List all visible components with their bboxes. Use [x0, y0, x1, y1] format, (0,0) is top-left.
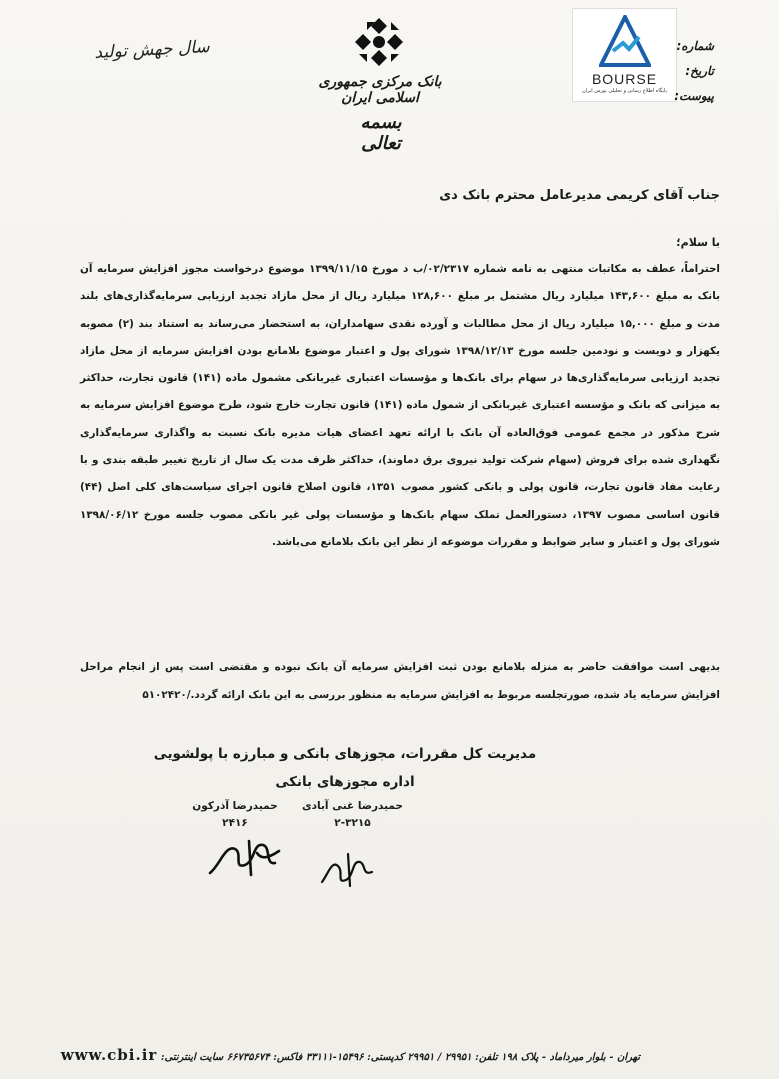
signer-ghaniabadi [290, 798, 415, 832]
basmala-mark: بسمه تعالی [360, 112, 402, 154]
letter-body-paragraph-2: بدیهی است موافقت حاضر به منزله بلامانع بودن ثبت افزایش سرمایه آن بانک نبوده و مقتضی است پس از انجام مراحل افزایش سرمایه یاد شده، صورتجلسه مربوط به افزایش سرمایه به منظور بررسی به این بانک ارائه گردد./۵۱۰۲۴۲۰ [80, 661, 720, 701]
signer-code: ۲-۳۲۱۵ [334, 817, 371, 829]
bank-name: بانک مرکزی جمهوری اسلامی ایران [318, 74, 442, 106]
year-slogan: سال جهش تولید [93, 36, 211, 64]
department-line-2: اداره مجوزهای بانکی [275, 774, 415, 790]
signer-name: حمیدرضا آذرکون [192, 800, 278, 812]
date-label: تاریخ: [685, 64, 714, 78]
bourse-logo-subtitle: پایگاه اطلاع رسانی و تحلیلی بورس ایران [582, 88, 667, 94]
greeting: با سلام؛ [676, 236, 720, 249]
bourse-logo-icon [599, 15, 651, 69]
department-heading [120, 740, 570, 796]
addressee-line: جناب آقای کریمی مدیرعامل محترم بانک دی [439, 188, 720, 203]
letter-body-paragraph-1: احتراماً، عطف به مکاتبات منتهی به نامه شماره ۰۲/۲۳۱۷/ب د مورخ ۱۳۹۹/۱۱/۱۵ موضوع درخواست مجوز افزایش سرمایه آن بانک به مبلغ ۱۴۳,۶۰۰ میلیارد ریال مشتمل بر مبلغ ۱۲۸,۶۰۰ میلیارد ریال از محل مازاد تجدید ارزیابی سرمایه‌گذاری‌های بلند مدت و مبلغ ۱۵,۰۰۰ میلیارد ریال از محل مطالبات و آورده نقدی سهامداران، به استحضار می‌رساند به استناد بند (۲) مصوبه یکهزار و دویست و نودمین جلسه مورخ ۱۳۹۸/۱۲/۱۳ شورای پول و اعتبار موضوع بلامانع بودن افزایش سرمایه از محل مازاد تجدید ارزیابی سرمایه‌گذاری‌ها در سهام برای بانک‌ها و مؤسسات اعتباری غیربانکی مشمول ماده (۱۴۱) قانون تجارت، حداکثر به میزانی که بانک و مؤسسه اعتباری غیربانکی از شمول ماده (۱۴۱) قانون تجارت خارج شود، طرح موضوع افزایش سرمایه به شرح مذکور در مجمع عمومی فوق‌العاده آن بانک با ارائه تعهد اعضای هیات مدیره بانک نسبت به واگذاری سرمایه‌گذاری نگهداری شده برای فروش (سهام شرکت تولید نیروی برق دماوند)، حداکثر ظرف مدت یک سال از تاریخ تغییر طبقه بندی و با رعایت مفاد قانون تجارت، قانون پولی و بانکی کشور مصوب ۱۳۵۱، قانون اصلاح قانون اجرای سیاست‌های کلی اصل (۴۴) قانون اساسی مصوب ۱۳۹۷، دستورالعمل تملک سهام بانک‌ها و مؤسسات پولی غیر بانکی مصوب جلسه مورخ ۱۳۹۸/۰۶/۱۲ شورای پول و اعتبار و سایر ضوابط و مقررات موضوعه از نظر این بانک بلامانع می‌باشد. [80, 263, 721, 548]
footer-website: www.cbi.ir [60, 1046, 158, 1064]
department-line-1: مدیریت کل مقررات، مجوزهای بانکی و مبارزه با پولشویی [153, 746, 537, 762]
handwritten-signature-icon [205, 835, 285, 880]
bourse-watermark-logo [572, 8, 677, 102]
letter-meta-labels [674, 34, 714, 109]
number-label: شماره: [676, 39, 714, 53]
letterhead-footer [60, 1046, 640, 1064]
attachment-label: پیوست: [674, 89, 714, 103]
central-bank-emblem-icon [353, 16, 405, 68]
footer-address: تهران - بلوار میرداماد - پلاک ۱۹۸ تلفن: ۲۹۹۵۱ / ۲۹۹۵۱ کدپستی: ۱۵۴۹۶-۳۳۱۱۱ فاکس: ۶۶۷۳۵۶۷۴ سایت اینترنتی: [160, 1052, 640, 1063]
signer-code: ۲۴۱۶ [222, 817, 248, 829]
signer-name: حمیدرضا غنی آبادی [302, 800, 403, 812]
bourse-logo-text: BOURSE [591, 71, 658, 87]
handwritten-signature-icon [318, 850, 378, 890]
signer-azarkoon [170, 798, 300, 832]
